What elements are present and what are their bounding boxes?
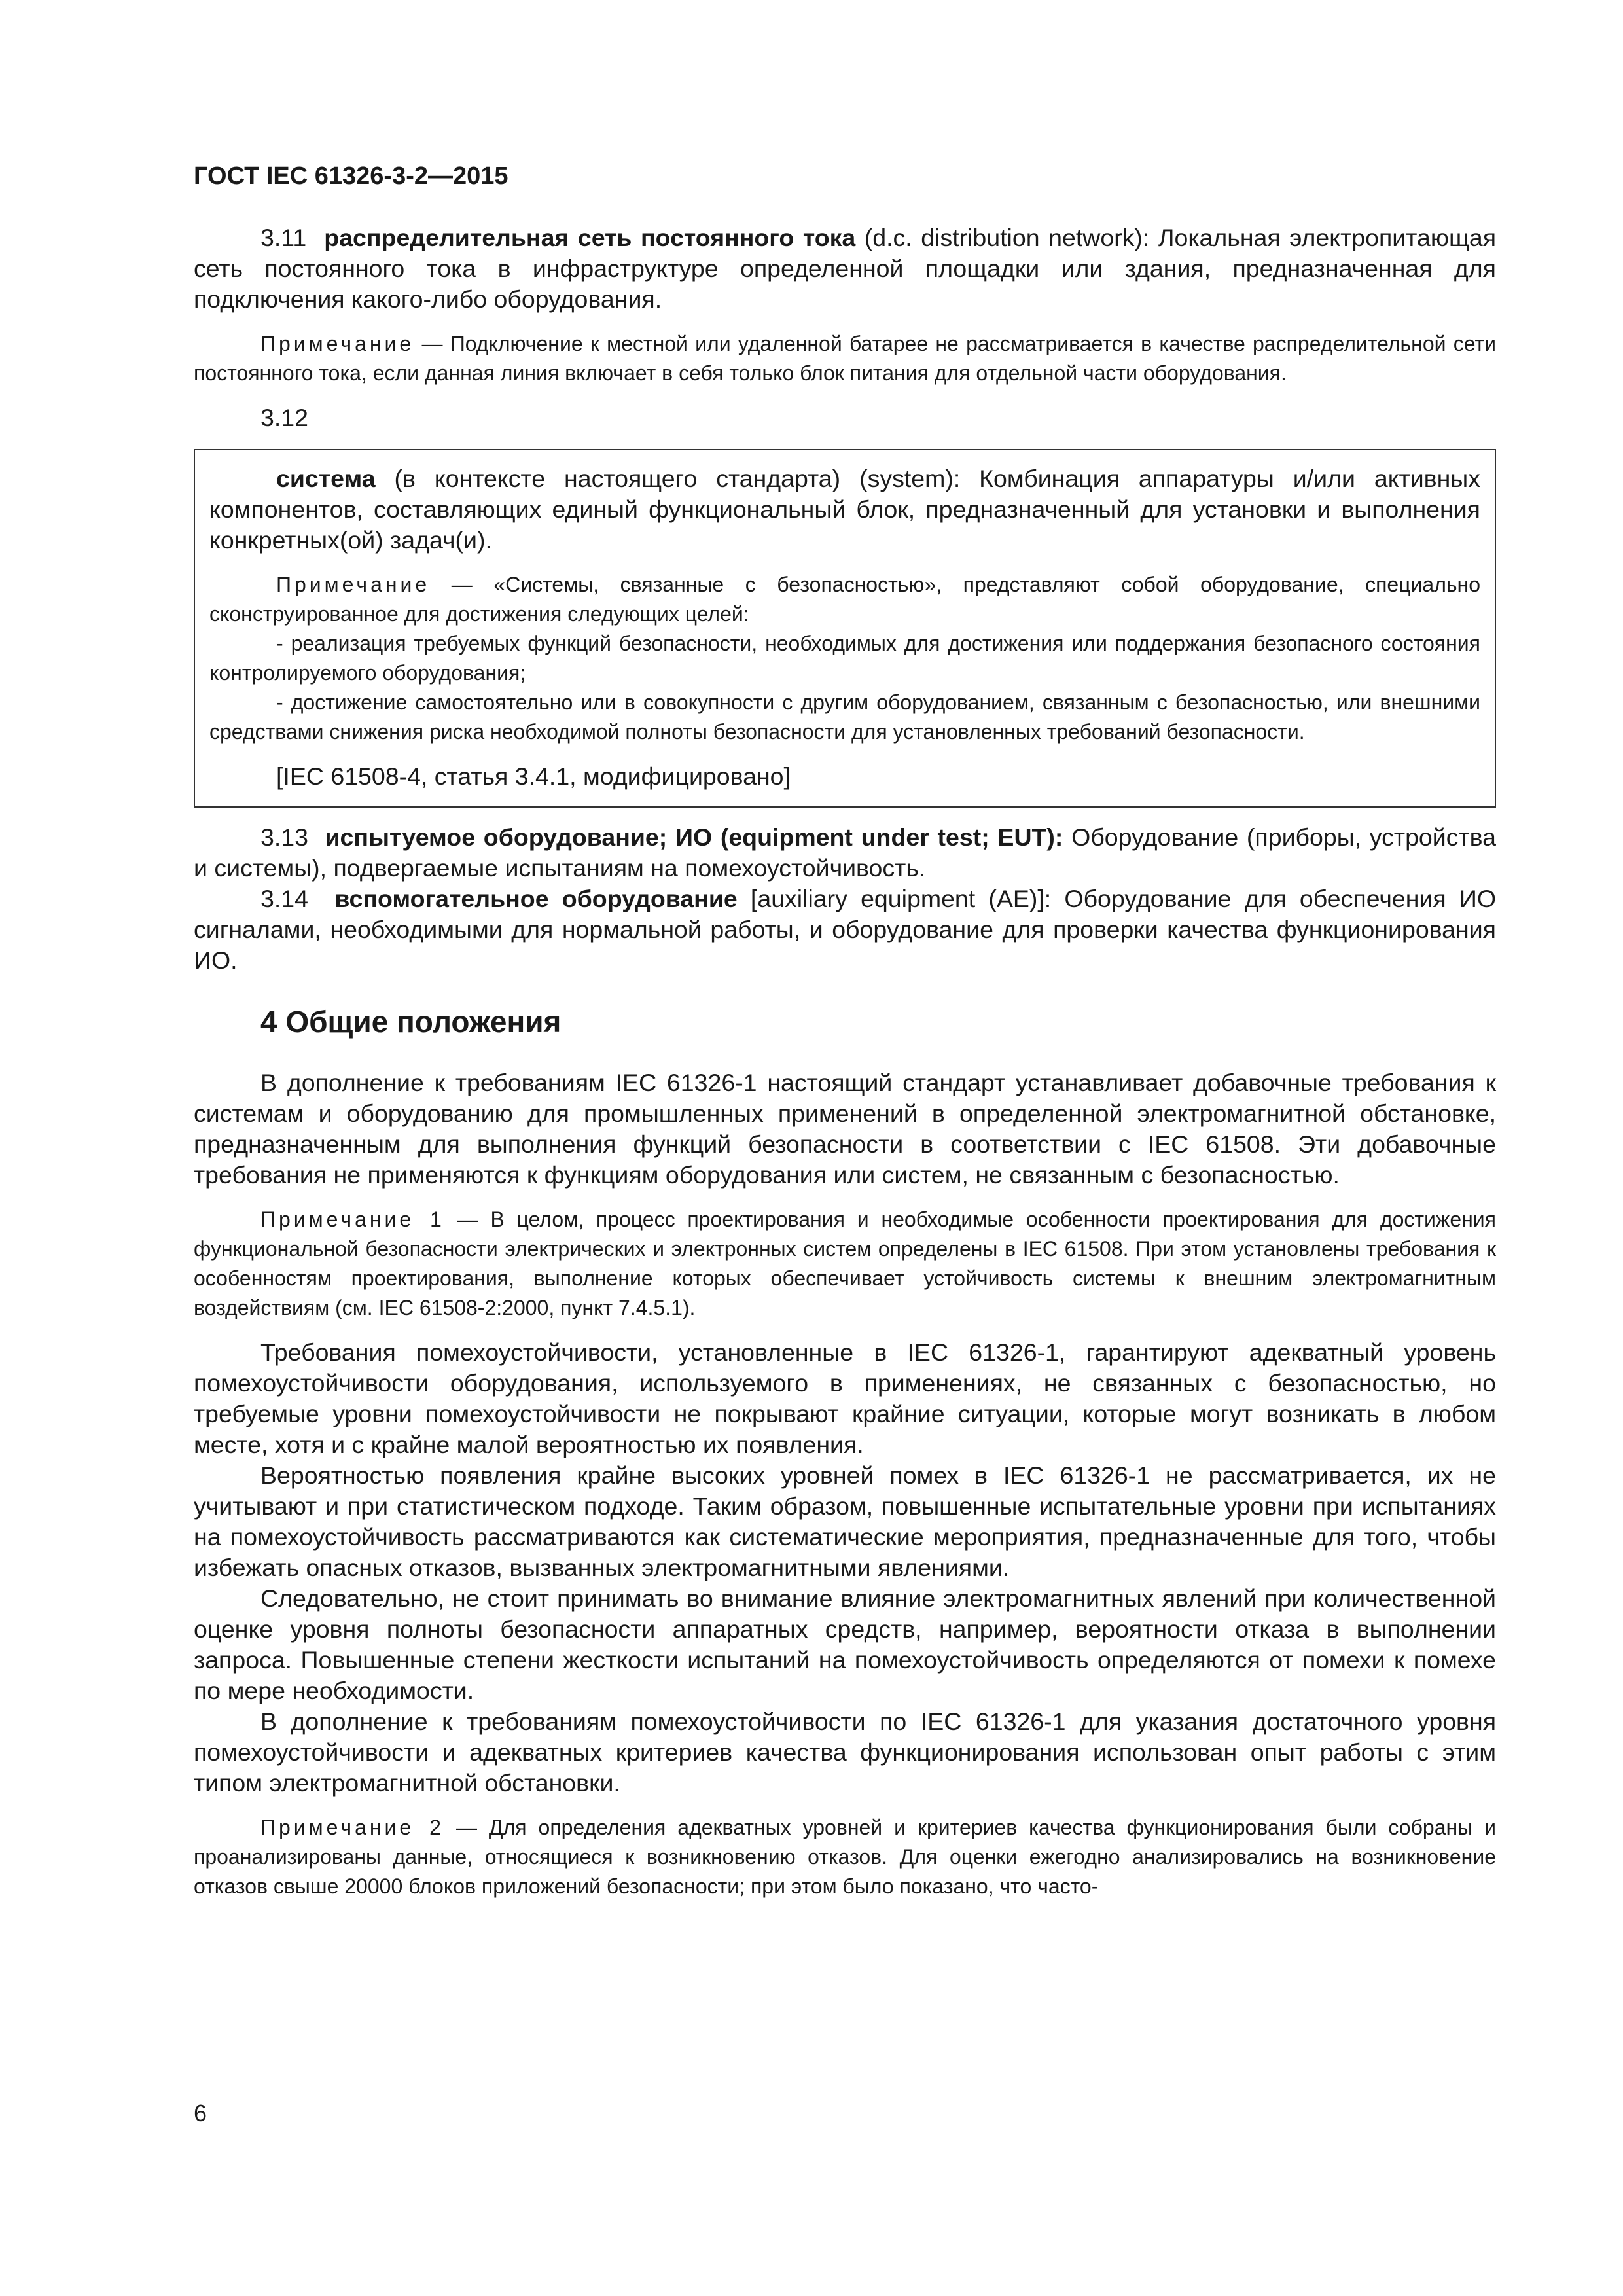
note-label: Примечание (260, 332, 415, 355)
definition-3-13 (194, 822, 1496, 884)
note-label: Примечание 1 (260, 1208, 445, 1231)
page-number: 6 (194, 2100, 207, 2126)
clause-number: 3.11 (260, 224, 307, 251)
note-text: — В целом, процесс проектирования и необходимые особенности проектирования для достижения функциональной безопасности электрических и электронных систем определены в IEC 61508. При этом установлены требования к особенностям проектирования, выполнение которых обеспечивает устойчивость системы к внешним электромагнитным воздействиям (см. IEC 61508-2:2000, пункт 7.4.5.1). (194, 1208, 1497, 1319)
definition-text: (d.c. distribution network): Локальная электропитающая сеть постоянного тока в инфраструктуре определенной площадки или здания, предназначенная для подключения какого-либо оборудования. (194, 224, 1496, 313)
clause-number: 3.13 (260, 823, 308, 851)
definition-3-11 (194, 223, 1496, 315)
note-3-12 (209, 570, 1480, 629)
definition-text: Оборудование (приборы, устройства и системы), подвергаемые испытаниям на помехоустойчивость. (194, 823, 1497, 882)
source-reference: [IEC 61508-4, статья 3.4.1, модифицировано] (276, 762, 791, 790)
term: вспомогательное оборудование (334, 885, 738, 912)
clause-number: 3.14 (260, 885, 308, 912)
document-code-header: ГОСТ IEC 61326-3-2—2015 (194, 162, 508, 190)
note-bullet-2: - достижение самостоятельно или в совокупности с другим оборудованием, связанным с безопасностью, или внешними средствами снижения риска необходимой полноты безопасности для установленных требований безопасности. (209, 691, 1480, 744)
note-4-2 (194, 1813, 1496, 1901)
note-text: — Подключение к местной или удаленной батарее не рассматривается в качестве распределительной сети постоянного тока, если данная линия включает в себя только блок питания для отдельной части оборудования. (194, 332, 1497, 385)
definition-3-14 (194, 884, 1496, 976)
definition-text: (в контексте настоящего стандарта) (system): Комбинация аппаратуры и/или активных компонентов, составляющих единый функциональный блок, предназначенный для установки и выполнения конкретных(ой) задач(и). (209, 465, 1481, 554)
paragraph-4-2: Требования помехоустойчивости, установленные в IEC 61326-1, гарантируют адекватный уровень помехоустойчивости оборудования, используемого в применениях, не связанных с безопасностью, но требуемые уровни помехоустойчивости не покрывают крайние ситуации, которые могут возникать в любом месте, хотя и с крайне малой вероятностью их появления. (194, 1338, 1496, 1458)
definition-text: [auxiliary equipment (AE)]: Оборудование для обеспечения ИО сигналами, необходимыми для нормальной работы, и оборудование для проверки качества функционирования ИО. (194, 885, 1496, 974)
note-3-11 (194, 329, 1496, 388)
term: испытуемое оборудование; ИО (equipment under test; EUT): (325, 823, 1063, 851)
page-content (194, 223, 1496, 1901)
paragraph-4-3: Вероятностью появления крайне высоких уровней помех в IEC 61326-1 не рассматривается, их не учитывают и при статистическом подходе. Таким образом, повышенные испытательные уровни при испытаниях на помехоустойчивость рассматриваются как систематические мероприятия, предназначенные для того, чтобы избежать опасных отказов, вызванных электромагнитными явлениями. (194, 1462, 1496, 1581)
note-4-1 (194, 1205, 1496, 1323)
note-bullet-1: - реализация требуемых функций безопасности, необходимых для достижения или поддержания безопасного состояния контролируемого оборудования; (209, 632, 1480, 685)
paragraph-4-4: Следовательно, не стоит принимать во внимание влияние электромагнитных явлений при количественной оценке уровня полноты безопасности аппаратных средств, например, вероятности отказа в выполнении запроса. Повышенные степени жесткости испытаний на помехоустойчивость определяются от помехи к помехе по мере необходимости. (194, 1585, 1496, 1704)
note-text: — Для определения адекватных уровней и критериев качества функционирования были собраны и проанализированы данные, относящиеся к возникновению отказов. Для оценки ежегодно анализировались на возникновение отказов свыше 20000 блоков приложений безопасности; при этом было показано, что часто- (194, 1816, 1497, 1898)
definition-3-12 (209, 463, 1480, 556)
section-heading-4: 4 Общие положения (260, 1005, 562, 1039)
definition-box-3-12 (194, 449, 1496, 808)
note-label: Примечание 2 (260, 1816, 444, 1839)
note-label: Примечание (276, 573, 431, 596)
term: система (276, 465, 376, 492)
term: распределительная сеть постоянного тока (324, 224, 856, 251)
note-text: — «Системы, связанные с безопасностью», представляют собой оборудование, специально сконструированное для достижения следующих целей: (209, 573, 1480, 626)
clause-number-3-12: 3.12 (260, 404, 308, 431)
paragraph-4-1: В дополнение к требованиям IEC 61326-1 настоящий стандарт устанавливает добавочные требования к системам и оборудованию для промышленных применений в определенной электромагнитной обстановке, предназначенным для выполнения функций безопасности в соответствии с IEC 61508. Эти добавочные требования не применяются к функциям оборудования или систем, не связанным с безопасностью. (194, 1069, 1496, 1189)
paragraph-4-5: В дополнение к требованиям помехоустойчивости по IEC 61326-1 для указания достаточного уровня помехоустойчивости и адекватных критериев качества функционирования использован опыт работы с этим типом электромагнитной обстановки. (194, 1708, 1496, 1797)
